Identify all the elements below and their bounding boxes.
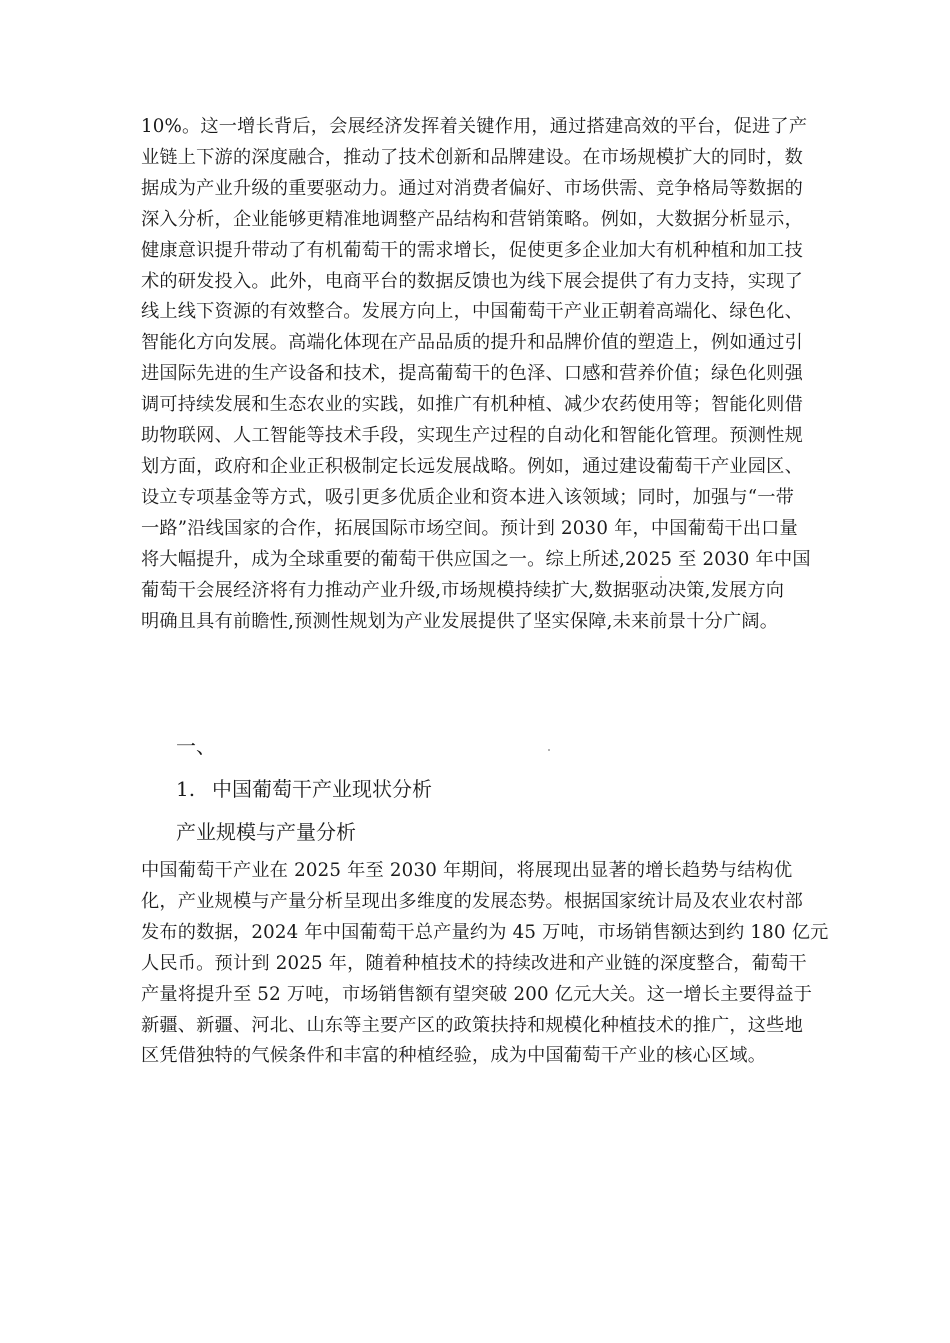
heading-number: 1.	[176, 777, 196, 801]
paragraph-line: 术的研发投入。此外，电商平台的数据反馈也为线下展会提供了有力支持，实现了	[141, 270, 803, 292]
paragraph-line: 据成为产业升级的重要驱动力。通过对消费者偏好、市场供需、竞争格局等数据的	[141, 177, 803, 199]
paragraph-line: 深入分析，企业能够更精准地调整产品结构和营销策略。例如，大数据分析显示，	[141, 208, 803, 230]
paragraph-line: 发布的数据，2024 年中国葡萄干总产量约为 45 万吨，市场销售额达到约 180 亿元	[141, 921, 829, 943]
section-heading-1	[176, 774, 432, 804]
paragraph-line: 化，产业规模与产量分析呈现出多维度的发展态势。根据国家统计局及农业农村部	[141, 890, 803, 912]
scan-speck	[548, 749, 550, 751]
paragraph-line: 设立专项基金等方式，吸引更多优质企业和资本进入该领域；同时，加强与“一带	[141, 486, 795, 508]
paragraph-line: 业链上下游的深度融合，推动了技术创新和品牌建设。在市场规模扩大的同时，数	[141, 146, 803, 168]
paragraph-line: 一路”沿线国家的合作，拓展国际市场空间。预计到 2030 年，中国葡萄干出口量	[141, 517, 798, 539]
body-paragraph-2	[141, 856, 829, 1072]
body-paragraph-1	[141, 112, 821, 637]
scan-speck	[660, 576, 662, 578]
paragraph-line: 明确且具有前瞻性,预测性规划为产业发展提供了坚实保障,未来前景十分广阔。	[141, 610, 779, 632]
paragraph-line: 智能化方向发展。高端化体现在产品品质的提升和品牌价值的塑造上，例如通过引	[141, 332, 803, 354]
paragraph-line: 人民币。预计到 2025 年，随着种植技术的持续改进和产业链的深度整合，葡萄干	[141, 952, 807, 974]
paragraph-line: 健康意识提升带动了有机葡萄干的需求增长，促使更多企业加大有机种植和加工技	[141, 239, 803, 261]
paragraph-line: 线上线下资源的有效整合。发展方向上，中国葡萄干产业正朝着高端化、绿色化、	[141, 301, 803, 323]
paragraph-line: 将大幅提升，成为全球重要的葡萄干供应国之一。综上所述,2025 至 2030 年中国	[141, 548, 811, 570]
paragraph-line: 10%。这一增长背后，会展经济发挥着关键作用，通过搭建高效的平台，促进了产	[141, 116, 808, 137]
section-heading-level1: 一、	[176, 734, 216, 758]
paragraph-line: 进国际先进的生产设备和技术，提高葡萄干的色泽、口感和营养价值；绿色化则强	[141, 363, 803, 385]
paragraph-line: 调可持续发展和生态农业的实践，如推广有机种植、减少农药使用等；智能化则借	[141, 394, 803, 416]
paragraph-line: 产量将提升至 52 万吨，市场销售额有望突破 200 亿元大关。这一增长主要得益于	[141, 983, 813, 1005]
paragraph-line: 中国葡萄干产业在 2025 年至 2030 年期间，将展现出显著的增长趋势与结构优	[141, 860, 793, 881]
heading-title: 中国葡萄干产业现状分析	[212, 777, 432, 801]
paragraph-line: 葡萄干会展经济将有力推动产业升级,市场规模持续扩大,数据驱动决策,发展方向	[141, 579, 785, 601]
paragraph-line: 新疆、新疆、河北、山东等主要产区的政策扶持和规模化种植技术的推广，这些地	[141, 1014, 803, 1036]
paragraph-line: 划方面，政府和企业正积极制定长远发展战略。例如，通过建设葡萄干产业园区、	[141, 455, 803, 477]
paragraph-line: 区凭借独特的气候条件和丰富的种植经验，成为中国葡萄干产业的核心区域。	[141, 1045, 767, 1067]
paragraph-line: 助物联网、人工智能等技术手段，实现生产过程的自动化和智能化管理。预测性规	[141, 425, 803, 447]
subsection-heading: 产业规模与产量分析	[176, 820, 356, 844]
